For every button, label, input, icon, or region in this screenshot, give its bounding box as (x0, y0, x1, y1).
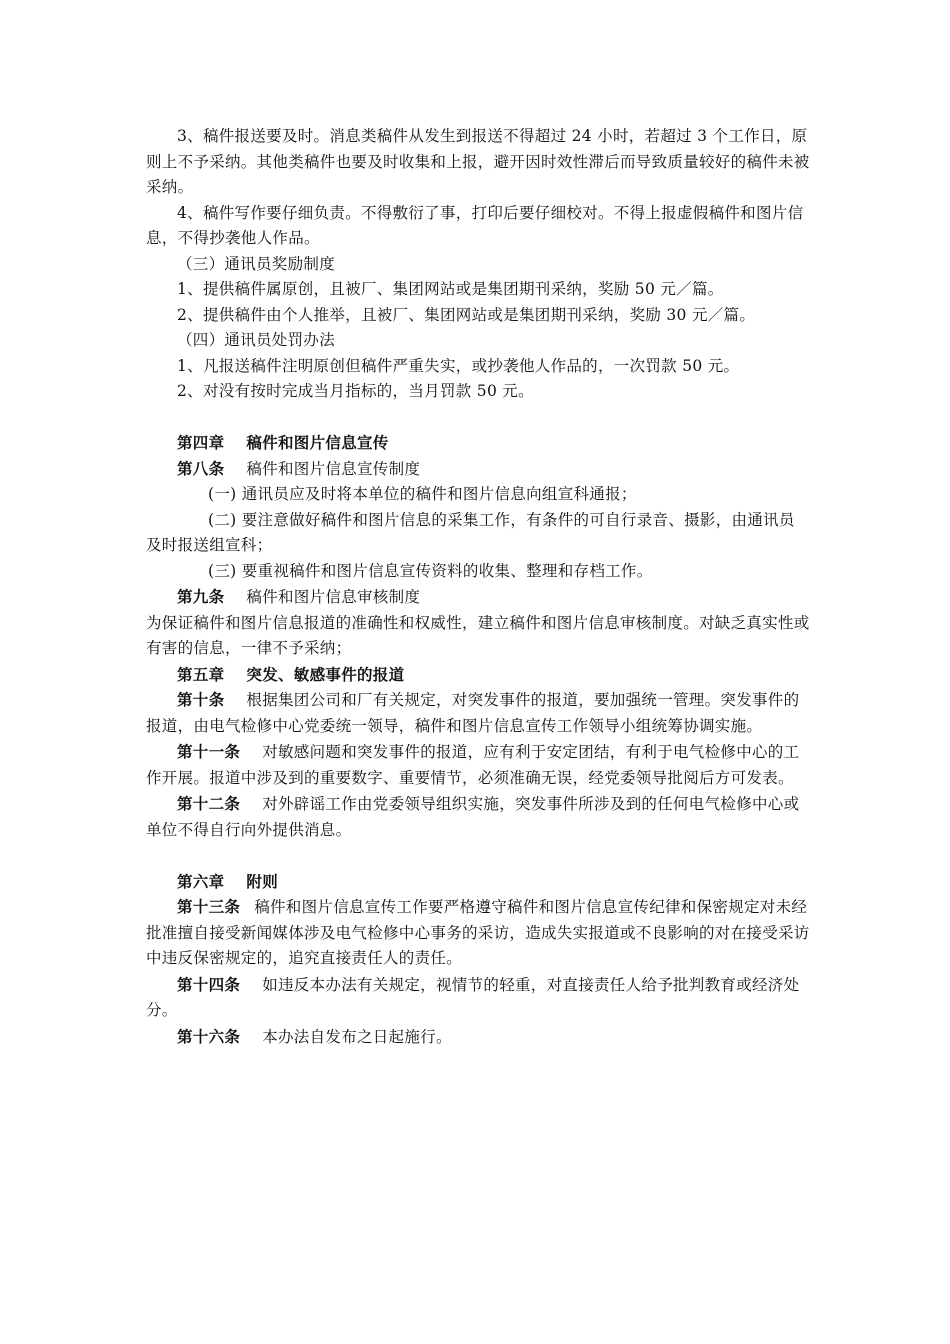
chapter-6-title: 附则 (246, 871, 279, 891)
reward-item-1: 1、提供稿件属原创，且被厂、集团网站或是集团期刊采纳，奖励 50 元／篇。 (177, 280, 724, 298)
article-14 (146, 972, 810, 1024)
article-11 (146, 739, 810, 791)
chapter-5-number: 第五章 (177, 664, 225, 684)
article-12-number: 第十二条 (177, 794, 241, 813)
article-13 (146, 894, 810, 972)
chapter-4-title: 稿件和图片信息宣传 (246, 433, 389, 452)
section-penalty-title: （四）通讯员处罚办法 (177, 331, 336, 349)
penalty-item-2: 2、对没有按时完成当月指标的，当月罚款 50 元。 (177, 382, 534, 400)
paragraph-item-4: 4、稿件写作要仔细负责。不得敷衍了事，打印后要仔细校对。不得上报虚假稿件和图片信息，不得抄袭他人作品。 (146, 203, 804, 247)
article-8-number: 第八条 (177, 458, 225, 478)
article-9-heading (146, 584, 810, 611)
penalty-item-1: 1、凡报送稿件注明原创但稿件严重失实，或抄袭他人作品的，一次罚款 50 元。 (177, 356, 740, 375)
article-9-title: 稿件和图片信息审核制度 (246, 588, 421, 606)
article-10-body: 根据集团公司和厂有关规定，对突发事件的报道，要加强统一管理。突发事件的报道，由电气检修中心党委统一领导，稿件和图片信息宣传工作领导小组统筹协调实施。 (146, 691, 800, 735)
article-12 (146, 791, 810, 843)
chapter-6-number: 第六章 (177, 871, 225, 891)
chapter-5-title: 突发、敏感事件的报道 (246, 664, 405, 684)
article-14-body: 如违反本办法有关规定，视情节的轻重，对直接责任人给予批判教育或经济处分。 (146, 975, 800, 1019)
reward-item-2: 2、提供稿件由个人推举，且被厂、集团网站或是集团期刊采纳，奖励 30 元／篇。 (177, 305, 756, 324)
article-9-body: 为保证稿件和图片信息报道的准确性和权威性，建立稿件和图片信息审核制度。对缺乏真实性或有害的信息，一律不予采纳； (146, 613, 810, 657)
article-8-item-1: (一) 通讯员应及时将本单位的稿件和图片信息向组宣科通报； (208, 485, 637, 503)
article-12-body: 对外辟谣工作由党委领导组织实施，突发事件所涉及到的任何电气检修中心或单位不得自行向外提供消息。 (146, 795, 800, 839)
chapter-4-heading (146, 430, 810, 456)
article-13-body: 稿件和图片信息宣传工作要严格遵守稿件和图片信息宣传纪律和保密规定对未经批准擅自接受新闻媒体涉及电气检修中心事务的采访，造成失实报道或不良影响的对在接受采访中违反保密规定的，追究直接责任人的责任。 (146, 898, 810, 967)
article-16 (146, 1024, 810, 1051)
article-10-number: 第十条 (177, 690, 225, 709)
article-11-number: 第十一条 (177, 742, 241, 761)
article-8-heading (146, 456, 810, 483)
article-9-number: 第九条 (177, 587, 225, 606)
article-11-body: 对敏感问题和突发事件的报道，应有利于安定团结，有利于电气检修中心的工作开展。报道中涉及到的重要数字、重要情节，必须准确无误，经党委领导批阅后方可发表。 (146, 743, 800, 787)
paragraph-item-3: 3、稿件报送要及时。消息类稿件从发生到报送不得超过 24 小时，若超过 3 个工作日，原则上不予采纳。其他类稿件也要及时收集和上报，避开因时效性滞后而导致质量较好的稿件未被采纳。 (146, 127, 810, 196)
article-14-number: 第十四条 (177, 974, 241, 994)
article-16-body: 本办法自发布之日起施行。 (262, 1027, 452, 1046)
article-8-title: 稿件和图片信息宣传制度 (246, 459, 421, 478)
article-10 (146, 687, 810, 739)
spacer (146, 843, 810, 869)
article-13-number: 第十三条 (177, 897, 241, 916)
article-16-number: 第十六条 (177, 1026, 241, 1046)
article-8-item-2: (二) 要注意做好稿件和图片信息的采集工作，有条件的可自行录音、摄影，由通讯员及时报送组宣科； (146, 510, 795, 554)
chapter-4-number: 第四章 (177, 433, 225, 452)
section-reward-title: （三）通讯员奖励制度 (177, 254, 336, 273)
chapter-6-heading (146, 869, 810, 895)
chapter-5-heading (146, 662, 810, 688)
spacer (146, 405, 810, 431)
article-8-item-3: (三) 要重视稿件和图片信息宣传资料的收集、整理和存档工作。 (208, 561, 653, 580)
